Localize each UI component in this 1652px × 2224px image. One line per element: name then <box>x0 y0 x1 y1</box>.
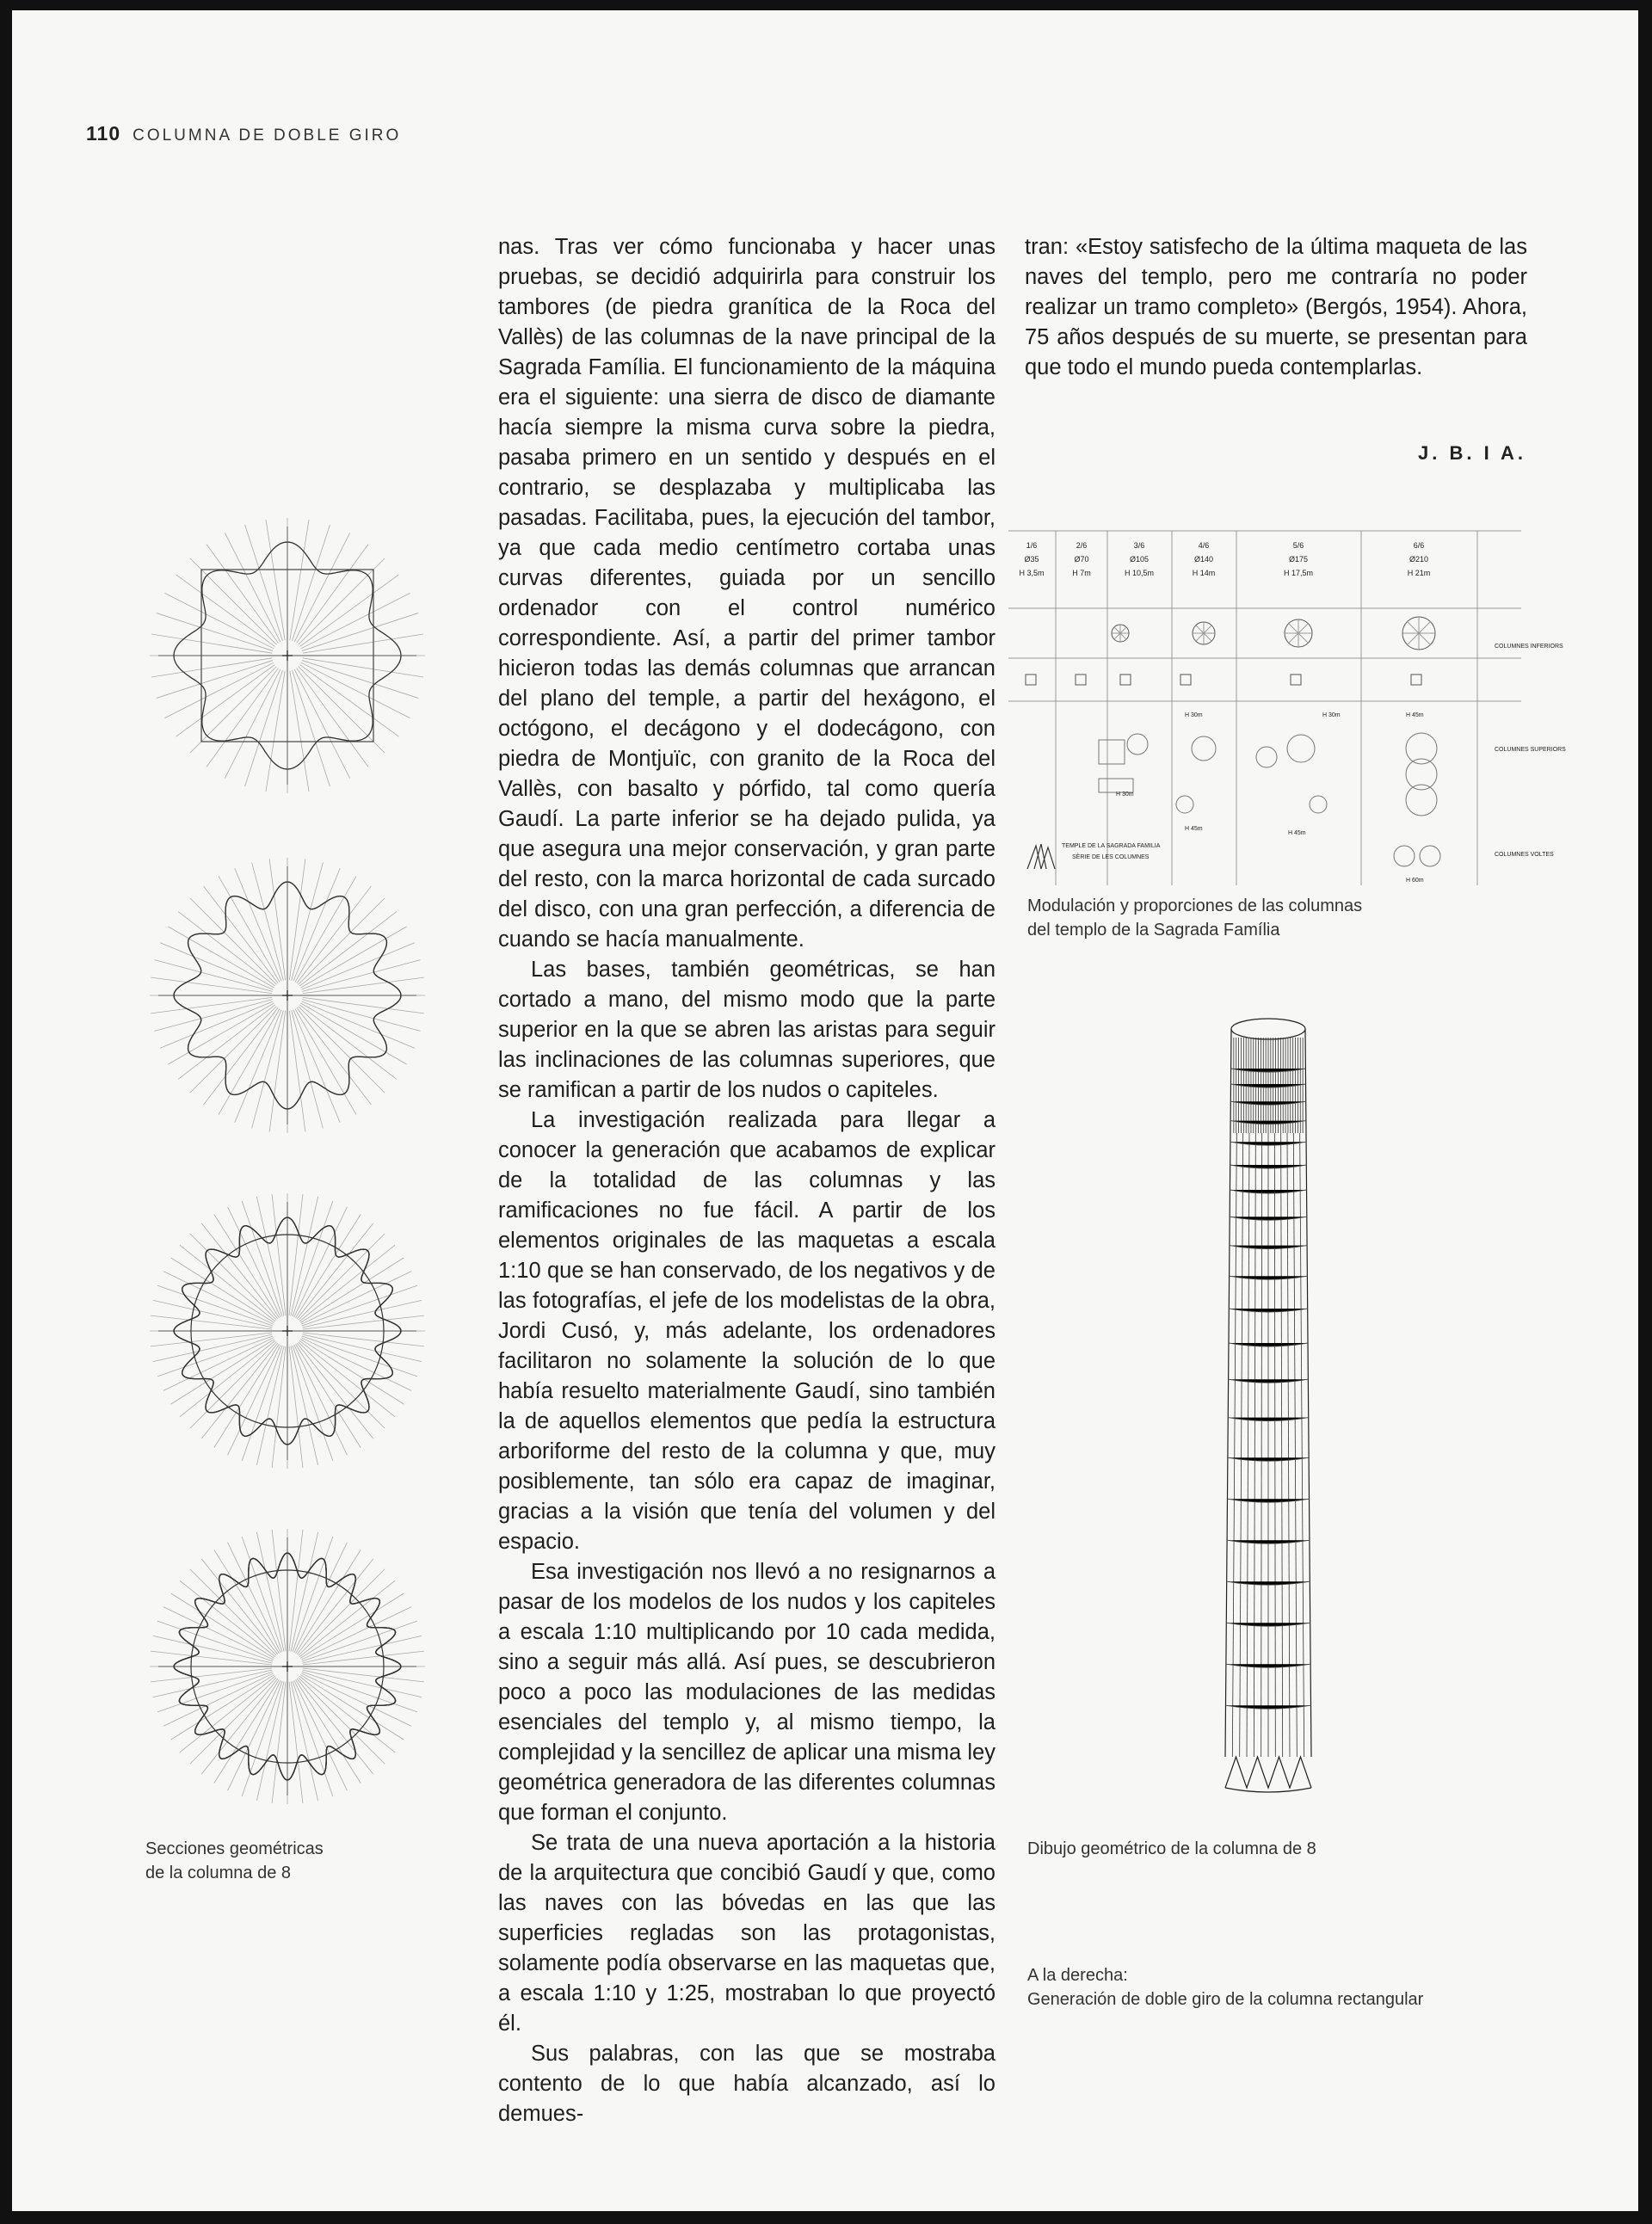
module-square <box>1076 675 1086 685</box>
section-ray <box>1298 633 1308 643</box>
table-height: H 10,5m <box>1124 569 1155 577</box>
paragraph: tran: «Estoy satisfecho de la última maqueta de las naves del templo, pero me contraría no poder realizar un tramo completo» (Bergós, 1954). Ahora, 75 años después de su muerte, se presentan para que todo el mundo pueda contemplarlas. <box>1025 235 1527 379</box>
modulation-table-figure <box>1008 529 1566 890</box>
caption-line: A la derecha: <box>1027 1966 1128 1985</box>
table-height: H 3,5m <box>1019 569 1045 577</box>
node-circle <box>1127 734 1148 755</box>
section-ray <box>1204 633 1211 641</box>
mid-height: H 30m <box>1116 792 1134 798</box>
geometric-section <box>150 1529 425 1804</box>
caption-modulation-table <box>1027 894 1458 942</box>
node-circle <box>1256 747 1277 767</box>
node-circle <box>1310 796 1327 813</box>
section-ray <box>1408 633 1419 644</box>
geometric-section <box>150 858 425 1133</box>
node-box <box>1099 779 1133 792</box>
section-ray <box>1120 633 1126 639</box>
section-ray <box>1419 622 1430 633</box>
node-circle <box>1406 733 1437 764</box>
lower-height: H 45m <box>1185 826 1203 832</box>
section-ray <box>1114 627 1120 633</box>
section-ray <box>1408 622 1419 633</box>
table-header: 5/6 <box>1292 541 1304 550</box>
section-ray <box>1289 624 1298 633</box>
row-label-voltes: COLUMNES VOLTES <box>1495 852 1554 858</box>
table-header: 3/6 <box>1133 541 1145 550</box>
upper-height: H 30m <box>1322 712 1341 718</box>
legend-line: TEMPLE DE LA SAGRADA FAMILIA <box>1062 843 1161 849</box>
module-square <box>1411 675 1421 685</box>
section-ray <box>1289 633 1298 643</box>
section-ray <box>1196 633 1204 641</box>
table-height: H 17,5m <box>1283 569 1314 577</box>
node-circle <box>1192 736 1216 761</box>
paragraph: Esa investigación nos llevó a no resignarnos a pasar de los modelos de los nudos y los capiteles a escala 1:10 multiplicando por 10 cada medida, sino a seguir más allá. Así pues, se descubrieron poco a poco las modulaciones de las medidas esenciales del templo y, al mismo tiempo, la complejidad y la sencillez de aplicar una misma ley geométrica generadora de las diferentes columnas que forman el conjunto. <box>498 1560 996 1825</box>
table-diameter: Ø175 <box>1288 555 1309 564</box>
caption-line: Modulación y proporciones de las columnas <box>1027 896 1363 915</box>
section-ray <box>1114 633 1120 639</box>
module-square <box>1026 675 1036 685</box>
lower-height: H 45m <box>1288 830 1306 836</box>
paragraph: Sus palabras, con las que se mostraba contento de lo que había alcanzado, así lo demues- <box>498 2042 996 2126</box>
section-ray <box>1204 625 1211 633</box>
upper-height: H 30m <box>1185 712 1203 718</box>
table-diameter: Ø105 <box>1129 555 1150 564</box>
column-top <box>1231 1019 1305 1039</box>
paragraph: La investigación realizada para llegar a conocer la generación que acabamos de explicar de la totalidad de las columnas y las ramificaciones no fue fácil. A partir de los elementos originales de las maquetas a escala 1:10 que se han conservado, de los negativos y de las fotografías, el jefe de los modelistas de la obra, Jordi Cusó, y, más adelante, los ordenadores facilitaron no solamente la solución de lo que había resuelto materialmente Gaudí, sino también la de aquellos elementos que pedía la estructura arboriforme del resto de la columna y que, muy posiblemente, tan sólo era capaz de imaginar, gracias a la visión que tenía del volumen y del espacio. <box>498 1108 996 1554</box>
module-square <box>1291 675 1301 685</box>
body-column-right <box>1025 232 1527 383</box>
table-height: H 21m <box>1407 569 1431 577</box>
paragraph: Se trata de una nueva aportación a la historia de la arquitectura que concibió Gaudí y que, como las naves con las bóvedas en las que las superficies regladas son las protagonistas, solamente podía observarse en las maquetas que, a escala 1:10 y 1:25, mostraban lo que proyectó él. <box>498 1831 996 2036</box>
table-height: H 14m <box>1192 569 1216 577</box>
caption-geometric-sections <box>145 1837 404 1885</box>
paragraph: nas. Tras ver cómo funcionaba y hacer unas pruebas, se decidió adquirirla para construir los tambores (de piedra granítica de la Roca del Vallès) de las columnas de la nave principal de la Sagrada Família. El funcionamiento de la máquina era el siguiente: una sierra de disco de diamante hacía siempre la misma curva sobre la piedra, pasaba primero en un sentido y después en el contrario, se desplazaba y multiplicaba las pasadas. Facilitaba, pues, la ejecución del tambor, ya que cada medio centímetro cortaba unas curvas diferentes, guiada por un sencillo ordenador con el control numérico correspondiente. Así, a partir del primer tambor hicieron todas las demás columnas que arrancan del plano del temple, a partir del hexágono, el octógono, el decágono y el dodecágono, con piedra de Montjuïc, con granito de la Roca del Vallès, con basalto y pórfido, tal como quería Gaudí. La parte inferior se ha dejado pulida, ya que asegura una mejor conservación, y gran parte del resto, con la marca horizontal de cada surcado del disco, con una gran perfección, a diferencia de cuando se hacía manualmente. <box>498 235 996 952</box>
sagrada-familia-logo-icon <box>1027 844 1055 869</box>
upper-height: H 45m <box>1406 712 1424 718</box>
lower-height: H 60m <box>1406 878 1424 884</box>
column-base <box>1225 1757 1311 1792</box>
section-ray <box>1298 624 1308 633</box>
module-square <box>1120 675 1131 685</box>
table-header: 2/6 <box>1076 541 1088 550</box>
page-number: 110 <box>86 122 121 145</box>
caption-line: Generación de doble giro de la columna rectangular <box>1027 1990 1424 2009</box>
table-diameter: Ø210 <box>1409 555 1429 564</box>
body-column-middle <box>498 232 996 2129</box>
running-title: COLUMNA DE DOBLE GIRO <box>133 126 402 145</box>
node-circle <box>1287 735 1315 762</box>
column-geometric-drawing <box>1212 1017 1324 1800</box>
table-diameter: Ø140 <box>1193 555 1214 564</box>
page <box>12 10 1638 2211</box>
author-signature: J. B. I A. <box>1418 442 1526 464</box>
node-circle <box>1406 759 1437 790</box>
node-box <box>1099 740 1125 764</box>
caption-line: del templo de la Sagrada Família <box>1027 921 1280 940</box>
node-circle <box>1420 846 1440 866</box>
row-label-inferiors: COLUMNES INFERIORS <box>1495 644 1563 650</box>
paragraph: Las bases, también geométricas, se han cortado a mano, del mismo modo que la parte superior en la que se abren las aristas para seguir las inclinaciones de las columnas superiores, que se ramifican a partir de los nudos o capiteles. <box>498 958 996 1102</box>
section-ray <box>1196 625 1204 633</box>
caption-line: de la columna de 8 <box>145 1864 292 1882</box>
table-diameter: Ø70 <box>1074 555 1089 564</box>
caption-line: Secciones geométricas <box>145 1839 324 1858</box>
caption-facing-page <box>1027 1963 1544 2011</box>
caption-column-drawing: Dibujo geométrico de la columna de 8 <box>1027 1839 1316 1858</box>
node-circle <box>1406 785 1437 816</box>
table-height: H 7m <box>1072 569 1091 577</box>
row-label-superiors: COLUMNES SUPERIORS <box>1495 747 1566 753</box>
node-circle <box>1394 846 1415 866</box>
geometric-section <box>150 1193 425 1469</box>
geometric-sections-figure <box>141 509 434 1817</box>
geometric-section <box>150 518 425 793</box>
legend-line: SÈRIE DE LES COLUMNES <box>1072 854 1150 860</box>
section-ray <box>1120 627 1126 633</box>
table-diameter: Ø35 <box>1024 555 1039 564</box>
table-header: 4/6 <box>1198 541 1210 550</box>
table-header: 1/6 <box>1026 541 1038 550</box>
module-square <box>1180 675 1191 685</box>
section-ray <box>1419 633 1430 644</box>
running-header <box>86 122 401 145</box>
node-circle <box>1176 796 1193 813</box>
table-header: 6/6 <box>1413 541 1425 550</box>
